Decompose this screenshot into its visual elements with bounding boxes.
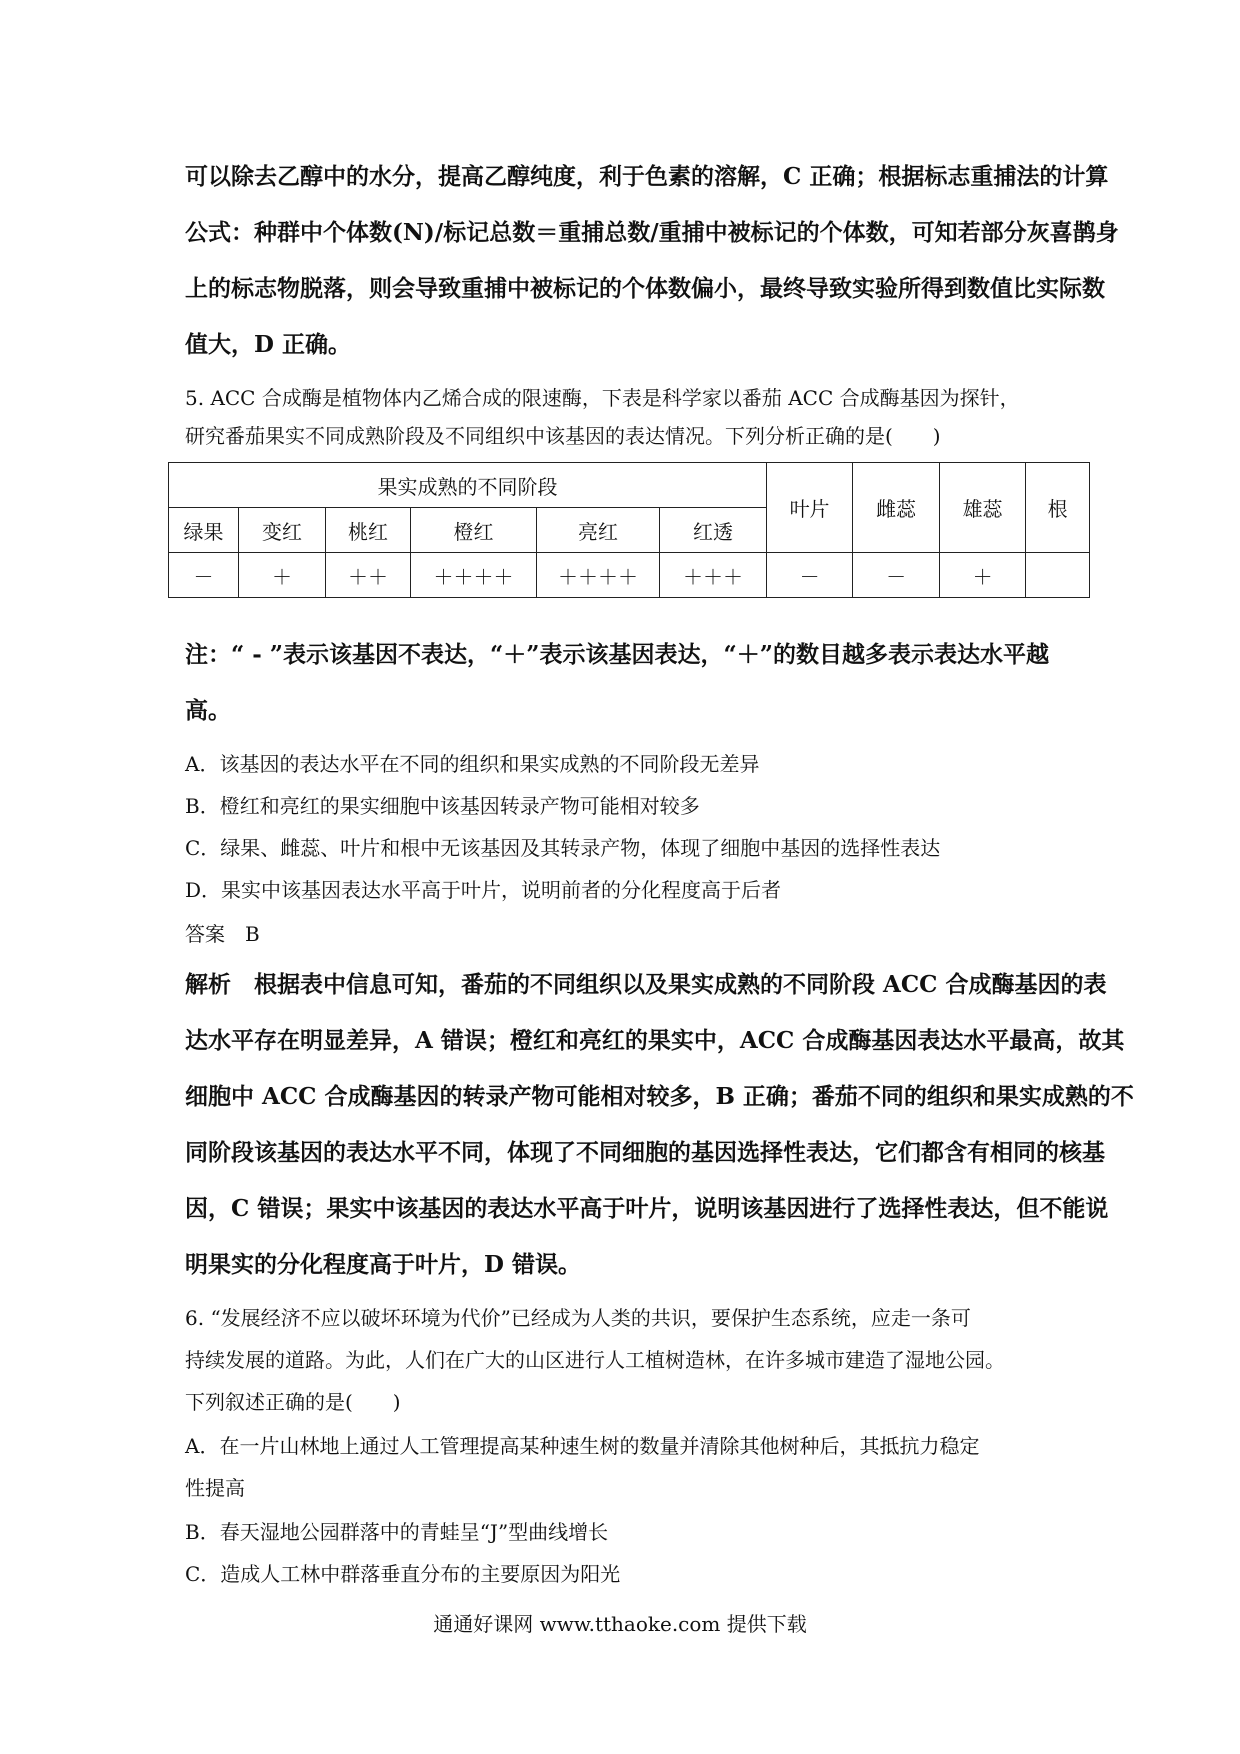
table-cell: － — [169, 553, 239, 598]
table-note: 注：“ - ”表示该基因不表达，“＋”表示该基因表达，“＋”的数目越多表示表达水平越 — [185, 641, 1049, 668]
answer: 答案 B — [185, 922, 260, 946]
table-header-tissue: 根 — [1026, 463, 1090, 553]
table-cell: － — [767, 553, 853, 598]
analysis-line: 达水平存在明显差异，A 错误；橙红和亮红的果实中，ACC 合成酶基因表达水平最高，故其 — [185, 1027, 1125, 1054]
gene-expression-table — [168, 462, 1090, 598]
option-c: C．绿果、雌蕊、叶片和根中无该基因及其转录产物，体现了细胞中基因的选择性表达 — [185, 836, 941, 860]
paragraph-line: 可以除去乙醇中的水分，提高乙醇纯度，利于色素的溶解，C 正确；根据标志重捕法的计算 — [185, 163, 1109, 190]
table-cell: － — [853, 553, 940, 598]
table-cell: ＋ — [940, 553, 1026, 598]
table-header-stage: 橙红 — [411, 508, 537, 553]
analysis-line: 同阶段该基因的表达水平不同，体现了不同细胞的基因选择性表达，它们都含有相同的核基 — [185, 1139, 1105, 1166]
option-c: C．造成人工林中群落垂直分布的主要原因为阳光 — [185, 1562, 621, 1586]
table-header-stage: 变红 — [239, 508, 326, 553]
table-cell: ＋＋＋ — [660, 553, 767, 598]
question-5-stem: 研究番茄果实不同成熟阶段及不同组织中该基因的表达情况。下列分析正确的是( ) — [185, 424, 941, 448]
paragraph-line: 上的标志物脱落，则会导致重捕中被标记的个体数偏小，最终导致实验所得到数值比实际数 — [185, 275, 1105, 302]
table-cell: ＋＋＋＋ — [411, 553, 537, 598]
table-cell: ＋＋＋＋ — [537, 553, 660, 598]
table-header-tissue: 雄蕊 — [940, 463, 1026, 553]
table-group-header: 果实成熟的不同阶段 — [169, 463, 767, 508]
table-header-tissue: 叶片 — [767, 463, 853, 553]
table-header-stage: 绿果 — [169, 508, 239, 553]
question-5-stem: 5. ACC 合成酶是植物体内乙烯合成的限速酶，下表是科学家以番茄 ACC 合成酶基因为探针， — [185, 386, 1020, 410]
paragraph-line: 值大，D 正确。 — [185, 331, 351, 358]
question-6-stem: 6. “发展经济不应以破坏环境为代价”已经成为人类的共识，要保护生态系统，应走一条可 — [185, 1306, 971, 1330]
analysis-line: 因，C 错误；果实中该基因的表达水平高于叶片，说明该基因进行了选择性表达，但不能说 — [185, 1195, 1109, 1222]
option-a: A．在一片山林地上通过人工管理提高某种速生树的数量并清除其他树种后，其抵抗力稳定 — [185, 1434, 980, 1458]
analysis-line: 解析 根据表中信息可知，番茄的不同组织以及果实成熟的不同阶段 ACC 合成酶基因的表 — [185, 971, 1107, 998]
analysis-line: 细胞中 ACC 合成酶基因的转录产物可能相对较多，B 正确；番茄不同的组织和果实成熟的不 — [185, 1083, 1134, 1110]
option-b: B．橙红和亮红的果实细胞中该基因转录产物可能相对较多 — [185, 794, 700, 818]
table-cell: ＋ — [239, 553, 326, 598]
question-6-stem: 持续发展的道路。为此，人们在广大的山区进行人工植树造林，在许多城市建造了湿地公园。 — [185, 1348, 1005, 1372]
table-header-stage: 亮红 — [537, 508, 660, 553]
option-a-continued: 性提高 — [185, 1476, 245, 1500]
question-6-stem: 下列叙述正确的是( ) — [185, 1390, 401, 1414]
analysis-line: 明果实的分化程度高于叶片，D 错误。 — [185, 1251, 581, 1278]
option-b: B．春天湿地公园群落中的青蛙呈“J”型曲线增长 — [185, 1520, 609, 1544]
page-footer: 通通好课网 www.tthaoke.com 提供下载 — [433, 1612, 807, 1636]
option-d: D．果实中该基因表达水平高于叶片，说明前者的分化程度高于后者 — [185, 878, 782, 902]
table-header-tissue: 雌蕊 — [853, 463, 940, 553]
table-cell — [1026, 553, 1090, 598]
table-cell: ＋＋ — [326, 553, 411, 598]
table-header-stage: 红透 — [660, 508, 767, 553]
option-a: A．该基因的表达水平在不同的组织和果实成熟的不同阶段无差异 — [185, 752, 760, 776]
table-note: 高。 — [185, 697, 231, 724]
table-header-stage: 桃红 — [326, 508, 411, 553]
paragraph-line: 公式：种群中个体数(N)/标记总数＝重捕总数/重捕中被标记的个体数，可知若部分灰喜鹊身 — [185, 219, 1119, 246]
